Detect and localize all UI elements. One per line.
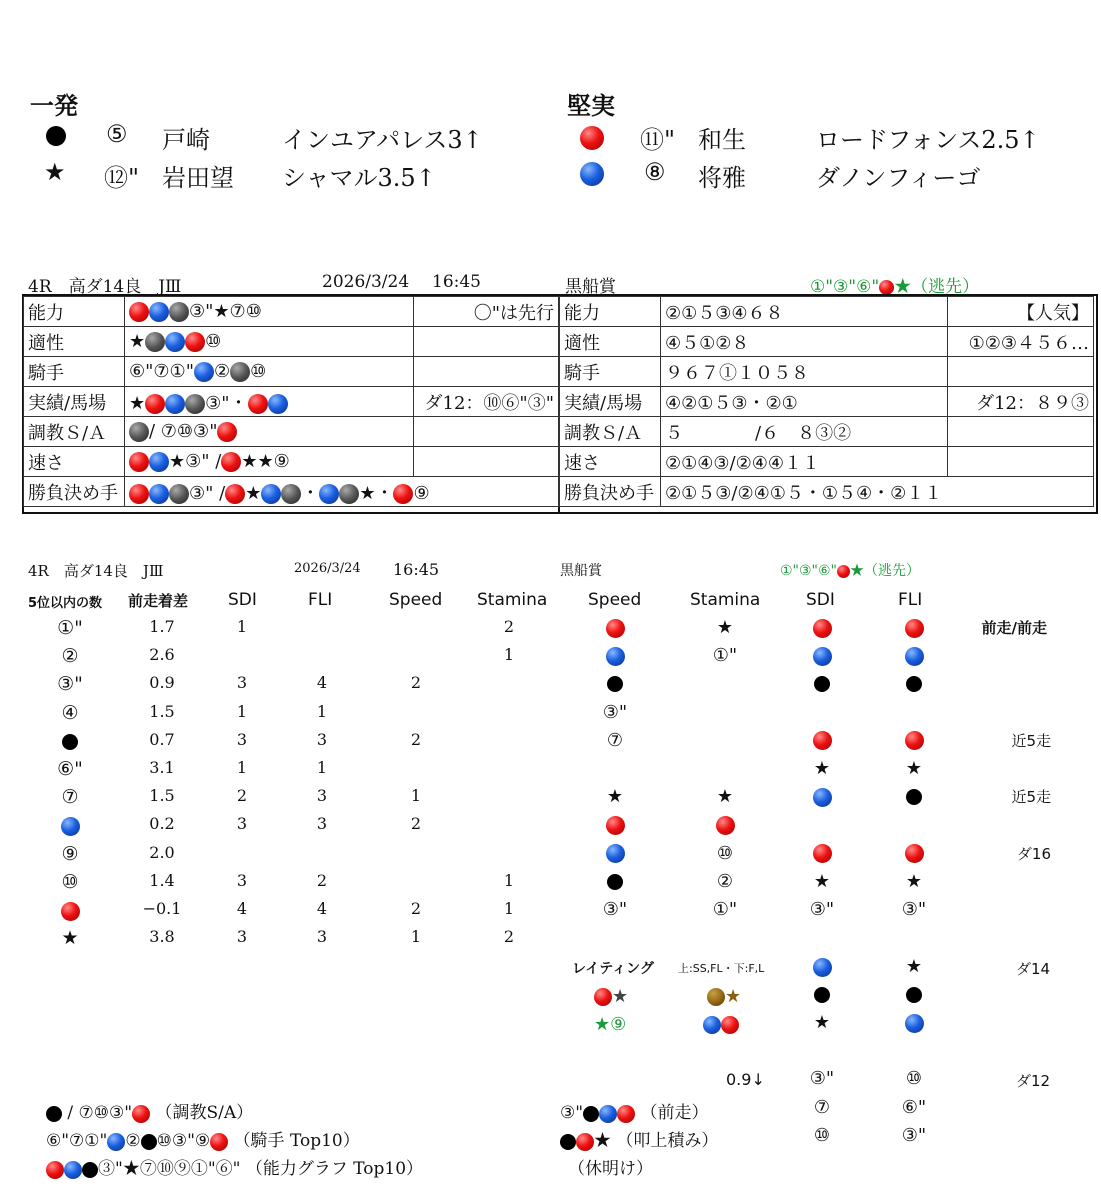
row-note	[414, 327, 559, 357]
row-note	[948, 417, 1094, 447]
margin-cell: 0.2	[149, 814, 175, 834]
col-header-fli: FLI	[308, 590, 333, 610]
fli2-cell: ★	[905, 758, 923, 779]
margin-cell: 1.5	[149, 786, 175, 806]
analysis-table-right	[559, 296, 1094, 507]
row-label: 適性	[560, 327, 661, 357]
sdi2-cell: ★	[813, 870, 831, 892]
sdi-cell: 4	[236, 899, 248, 918]
rating-note: ダ14	[1016, 960, 1051, 978]
row-note: 〇"は先行	[414, 297, 559, 327]
row-label: 速さ	[24, 447, 125, 477]
col-header-stamina: Stamina	[477, 590, 548, 610]
row-value: ５ /６ ８③②	[661, 417, 948, 447]
sdi-cell: 1	[236, 617, 248, 636]
extra-fli: ⑩	[905, 1068, 923, 1089]
speed-cell: 2	[410, 899, 422, 918]
bottom-fli: ③"	[901, 1125, 927, 1147]
rating-sdi	[797, 984, 847, 1005]
speed2-cell	[590, 843, 640, 864]
speed2-cell: ⑦	[606, 729, 624, 751]
row-note: ダ16	[1016, 844, 1051, 863]
col-header-sdi-2: SDI	[806, 590, 835, 610]
margin-cell: 2.6	[149, 645, 175, 665]
sdi2-cell: ★	[813, 758, 831, 779]
sdi2-cell	[797, 645, 847, 666]
row-label: 調教Ｓ/Ａ	[560, 417, 661, 447]
fli2-cell	[889, 786, 939, 807]
bottom-sdi: ⑦	[813, 1097, 831, 1118]
bottom-fli: ⑥"	[901, 1097, 927, 1118]
pick-horse: ダノンフィーゴ	[816, 164, 981, 192]
race-title-2: 黒船賞	[560, 563, 602, 579]
speed2-cell: ③"	[602, 701, 628, 723]
pick-horse: インユアパレス3↑	[282, 126, 483, 154]
sdi2-cell	[797, 617, 847, 638]
row-label: 勝負決め手	[24, 477, 125, 507]
horse-mark	[40, 814, 100, 836]
horse-mark: ⑦	[61, 786, 79, 809]
horse-mark: ④	[61, 701, 79, 724]
pick-jockey: 戸崎	[162, 126, 210, 154]
fli-cell: 1	[316, 758, 328, 777]
row-value: / ⑦⑩③"	[125, 417, 414, 447]
speed2-cell	[590, 871, 640, 892]
fli2-cell: ★	[905, 870, 923, 892]
extra-note: ダ12	[1016, 1072, 1051, 1090]
stamina-cell: 1	[503, 899, 515, 918]
pick-jockey: 将雅	[698, 164, 746, 192]
speed2-cell	[590, 645, 640, 666]
fli2-cell	[889, 673, 939, 694]
ippatsu-title: 一発	[30, 91, 78, 120]
sdi-cell: 1	[236, 701, 248, 721]
pick-jockey: 岩田望	[162, 164, 234, 192]
horse-mark: ⑥"	[57, 758, 83, 780]
extra-value: 0.9↓	[726, 1070, 765, 1089]
stamina2-cell: ①"	[712, 899, 738, 920]
race-name: 4R 高ダ14良 JⅢ	[28, 277, 182, 297]
horse-mark	[40, 730, 100, 752]
fli2-cell	[889, 645, 939, 666]
sdi-cell: 3	[236, 673, 248, 693]
row-label: 実績/馬場	[560, 387, 661, 417]
kenjitsu-title: 堅実	[567, 91, 615, 120]
speed2-cell	[590, 673, 640, 694]
race-name-2: 4R 高ダ14良 JⅢ	[28, 562, 164, 580]
fli-cell: 3	[316, 786, 328, 806]
row-label: 実績/馬場	[24, 387, 125, 417]
fli-cell: 3	[316, 927, 328, 947]
stamina2-cell: ⑩	[716, 842, 734, 864]
row-label: 速さ	[560, 447, 661, 477]
pick-horse: ロードフォンス2.5↑	[816, 126, 1040, 154]
row-note	[414, 357, 559, 387]
fli2-cell	[889, 617, 939, 638]
pick-number: ⑪"	[640, 126, 676, 154]
row-label: 能力	[24, 297, 125, 327]
race-date-2: 2026/3/24	[294, 561, 361, 576]
col-header-stamina-2: Stamina	[690, 590, 761, 610]
race-title: 黒船賞	[565, 277, 616, 297]
row-value: ★ ③"・	[125, 387, 414, 417]
fli-cell: 3	[316, 729, 328, 749]
col-header-sdi: SDI	[228, 590, 257, 610]
row-note: ダ12：⑩⑥"③"	[414, 387, 559, 417]
stamina2-cell: ①"	[712, 645, 738, 667]
speed-cell: 1	[410, 786, 422, 806]
row-note: 【人気】	[948, 297, 1094, 327]
stamina2-cell: ★	[716, 617, 734, 638]
bottom-sdi: ⑩	[813, 1125, 831, 1147]
row-value: ②①５③④６８	[661, 297, 948, 327]
stamina-cell: 2	[503, 617, 515, 636]
row-value: ★③" / ★★⑨	[125, 447, 414, 477]
row-label: 騎手	[560, 357, 661, 387]
row-note: 近5走	[1011, 731, 1051, 750]
row-value: ④②①５③・②①	[661, 387, 948, 417]
row-label: 能力	[560, 297, 661, 327]
stamina2-cell: ★	[716, 786, 734, 808]
rating-fli	[889, 984, 939, 1005]
margin-cell: 3.1	[149, 758, 175, 777]
sdi-cell: 1	[236, 758, 248, 777]
horse-mark	[40, 899, 100, 921]
row-value: ④５①②８	[661, 327, 948, 357]
margin-cell: 0.9	[149, 673, 175, 693]
race-tag: ①"③"⑥" ★（逃先）	[810, 277, 980, 297]
fli-cell: 3	[316, 814, 328, 834]
rating-sublabel: 上:SS,FL・下:F,L	[678, 962, 765, 975]
stamina-cell: 1	[503, 870, 515, 890]
rating-sdi: ★	[813, 1012, 831, 1033]
margin-cell: 2.0	[149, 842, 175, 862]
col-header-speed-2: Speed	[588, 590, 642, 610]
race-tag-2: ①"③"⑥" ★（逃先）	[780, 563, 920, 579]
analysis-table-left	[23, 296, 559, 507]
speed-cell: 1	[410, 927, 422, 947]
pick-mark-black-circle	[46, 120, 66, 148]
col-header-fli-2: FLI	[898, 590, 923, 610]
fli-cell: 4	[316, 673, 328, 693]
race-time-2: 16:45	[393, 560, 440, 579]
rating-speed-row3: ★⑨	[594, 1014, 627, 1035]
row-note	[948, 357, 1094, 387]
note-rest: （休明け）	[568, 1159, 653, 1179]
rating-stamina-row2: ★	[707, 986, 741, 1007]
horse-mark: ⑨	[61, 842, 79, 865]
sdi-cell: 3	[236, 729, 248, 749]
horse-mark: ②	[61, 645, 79, 668]
margin-cell: 1.5	[149, 701, 175, 721]
pick-jockey: 和生	[698, 126, 746, 154]
stamina2-cell: ②	[716, 870, 734, 892]
stamina-cell: 2	[503, 927, 515, 947]
margin-cell: 1.4	[149, 870, 175, 890]
note-ability-top10: ③"★⑦⑩⑨①"⑥" （能力グラフ Top10）	[46, 1154, 423, 1179]
stamina-cell: 1	[503, 645, 515, 665]
row-label: 適性	[24, 327, 125, 357]
pick-horse: シャマル3.5↑	[282, 164, 436, 192]
fli2-cell: ③"	[901, 899, 927, 920]
note-last-race: ③" （前走）	[560, 1103, 709, 1123]
row-note: 近5走	[1011, 788, 1051, 807]
row-label: 勝負決め手	[560, 477, 661, 507]
extra-sdi: ③"	[809, 1068, 835, 1089]
row-value: ②①④③/②④④１１	[661, 447, 948, 477]
row-value: ９６７①１０５８	[661, 357, 948, 387]
speed2-cell: ★	[606, 786, 624, 808]
margin-cell: −0.1	[142, 899, 182, 918]
fli-cell: 2	[316, 870, 328, 890]
note-training: / ⑦⑩③" （調教S/A）	[46, 1098, 253, 1123]
row-note: 前走/前走	[981, 619, 1047, 637]
speed-cell: 2	[410, 729, 422, 749]
row-note	[948, 447, 1094, 477]
row-value: ③" / ★ ・ ★・ ⑨	[125, 477, 559, 507]
row-value: ③"★⑦⑩	[125, 297, 414, 327]
margin-cell: 0.7	[149, 729, 175, 749]
fli-cell: 1	[316, 701, 328, 721]
rating-fli: ★	[905, 956, 923, 977]
pick-mark-star: ★	[44, 158, 66, 186]
speed2-cell	[590, 617, 640, 638]
horse-mark: ★	[61, 927, 79, 950]
rating-fli	[889, 1012, 939, 1033]
fli-cell: 4	[316, 899, 328, 918]
row-value: ②①５③/②④①５・①５④・②１１	[661, 477, 1094, 507]
col-header-pos: 5位以内の数	[28, 596, 103, 611]
margin-cell: 1.7	[149, 617, 175, 636]
stamina2-cell	[700, 814, 750, 835]
horse-mark: ①"	[57, 617, 83, 639]
sdi2-cell	[797, 786, 847, 807]
row-label: 騎手	[24, 357, 125, 387]
pick-number: ⑤	[106, 120, 128, 148]
row-note	[414, 417, 559, 447]
sdi-cell: 2	[236, 786, 248, 806]
pick-number: ⑧	[644, 158, 666, 186]
race-time: 16:45	[432, 272, 481, 292]
horse-mark: ⑩	[61, 870, 79, 893]
race-date: 2026/3/24	[322, 272, 410, 292]
pick-mark-red-circle	[580, 122, 604, 150]
rating-sdi	[797, 956, 847, 977]
horse-mark: ③"	[57, 673, 83, 696]
margin-cell: 3.8	[149, 927, 175, 947]
note-tataki: ★ （叩上積み）	[560, 1126, 718, 1151]
rating-label: レイティング	[572, 961, 654, 977]
speed2-cell	[590, 814, 640, 835]
sdi2-cell	[797, 843, 847, 864]
sdi2-cell	[797, 730, 847, 751]
row-label: 調教Ｓ/Ａ	[24, 417, 125, 447]
row-value: ⑥"⑦①" ② ⑩	[125, 357, 414, 387]
sdi-cell: 3	[236, 814, 248, 834]
speed2-cell: ③"	[602, 899, 628, 920]
row-value: ★ ⑩	[125, 327, 414, 357]
row-note	[414, 447, 559, 477]
row-note: ダ12：８９③	[948, 387, 1094, 417]
pick-mark-blue-circle	[580, 158, 604, 186]
pick-number: ⑫"	[104, 164, 140, 192]
col-header-speed: Speed	[389, 590, 443, 610]
rating-stamina-row3	[703, 1014, 739, 1035]
col-header-margin: 前走着差	[128, 592, 189, 610]
sdi-cell: 3	[236, 927, 248, 947]
speed-cell: 2	[410, 814, 422, 834]
sdi2-cell: ③"	[809, 899, 835, 920]
sdi2-cell	[797, 673, 847, 694]
rating-speed-row2: ★	[594, 986, 628, 1007]
fli2-cell	[889, 730, 939, 751]
note-jockey-top10: ⑥"⑦①" ② ⑩③"⑨ （騎手 Top10）	[46, 1131, 360, 1151]
fli2-cell	[889, 843, 939, 864]
speed-cell: 2	[410, 673, 422, 693]
row-note: ①②③４５６…	[948, 327, 1094, 357]
sdi-cell: 3	[236, 870, 248, 890]
